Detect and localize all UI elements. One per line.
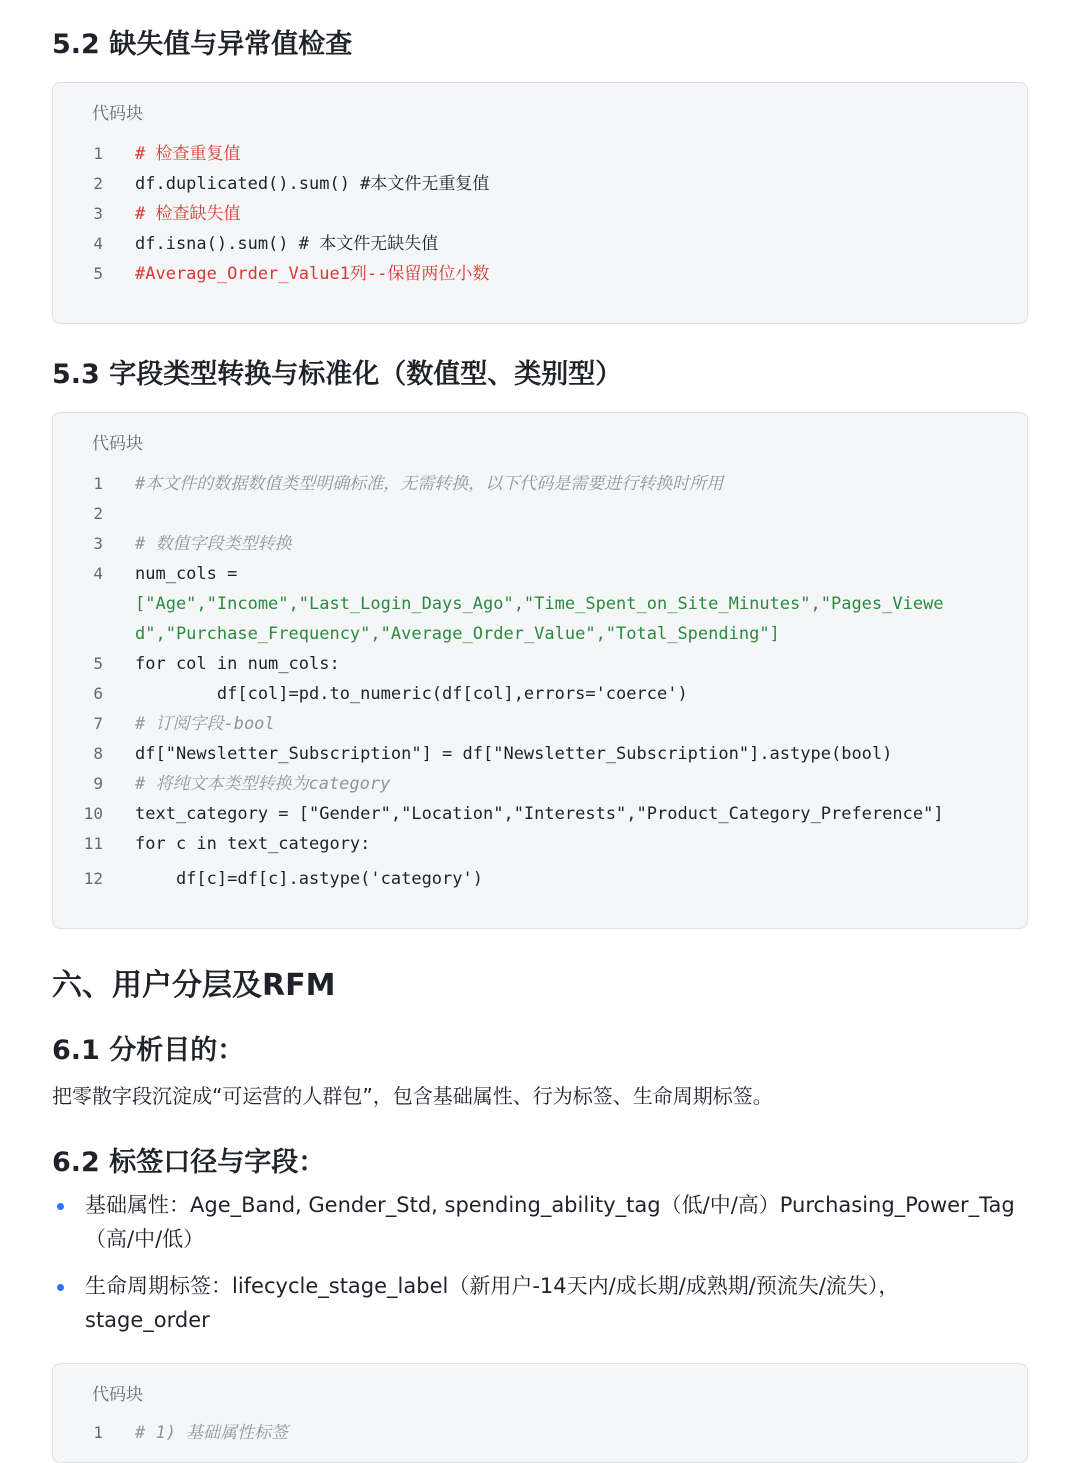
code-line: [53, 229, 1029, 259]
section-title-5-3: 5.3 字段类型转换与标准化（数值型、类别型）: [52, 359, 623, 390]
line-number: 10: [83, 804, 103, 823]
code-text: df[col]=pd.to_numeric(df[col],errors='coerce'): [135, 684, 688, 704]
code-block-5-2[interactable]: [52, 82, 1028, 324]
line-number: 9: [93, 774, 103, 793]
line-number: 1: [93, 474, 103, 493]
code-text: d","Purchase_Frequency","Average_Order_Value","Total_Spending"]: [135, 624, 780, 644]
code-line: [53, 559, 1029, 589]
code-text: #本文件的数据数值类型明确标准，无需转换，以下代码是需要进行转换时所用: [135, 474, 724, 494]
bullet-dot-icon: [57, 1284, 64, 1291]
code-block-label: 代码块: [92, 104, 143, 124]
code-line: [53, 259, 1029, 289]
line-number: 11: [83, 834, 103, 853]
code-line: [53, 469, 1029, 499]
section-title-6-2: 6.2 标签口径与字段：: [52, 1147, 326, 1178]
line-number: 7: [93, 714, 103, 733]
code-text: df.duplicated().sum() #本文件无重复值: [135, 174, 490, 194]
list-item: [52, 1188, 1032, 1256]
code-line: [53, 169, 1029, 199]
line-number: 1: [93, 144, 103, 163]
code-text: num_cols =: [135, 564, 238, 584]
section-6-1-body: 把零散字段沉淀成“可运营的人群包”，包含基础属性、行为标签、生命周期标签。: [52, 1084, 773, 1108]
code-line: [53, 619, 1029, 649]
line-number: 5: [93, 264, 103, 283]
code-text: for c in text_category:: [135, 834, 371, 854]
section-title-6-1: 6.1 分析目的：: [52, 1035, 245, 1066]
code-text: df.isna().sum() # 本文件无缺失值: [135, 234, 439, 254]
code-line: [53, 769, 1029, 799]
code-line: [53, 709, 1029, 739]
code-line: [53, 739, 1029, 769]
code-block-6-2[interactable]: [52, 1363, 1028, 1463]
line-number: 2: [93, 504, 103, 523]
code-text: ["Age","Income","Last_Login_Days_Ago","Time_Spent_on_Site_Minutes","Pages_Viewe: [135, 594, 944, 614]
code-line: [53, 529, 1029, 559]
tag-list: [52, 1188, 1032, 1350]
code-text: # 数值字段类型转换: [135, 534, 292, 554]
line-number: 3: [93, 534, 103, 553]
code-block-label: 代码块: [92, 434, 143, 454]
line-number: 4: [93, 234, 103, 253]
code-text: #Average_Order_Value1列--保留两位小数: [135, 264, 490, 284]
code-line: [53, 199, 1029, 229]
line-number: 5: [93, 654, 103, 673]
code-text: # 检查重复值: [135, 144, 241, 164]
code-block-5-3[interactable]: [52, 412, 1028, 929]
code-line: [53, 799, 1029, 829]
code-text: # 检查缺失值: [135, 204, 241, 224]
line-number: 4: [93, 564, 103, 583]
line-number: 2: [93, 174, 103, 193]
list-item-line-2: （高/中/低）: [85, 1227, 205, 1251]
code-line: [53, 589, 1029, 619]
code-line: [53, 829, 1029, 859]
chapter-title-6: 六、用户分层及RFM: [52, 968, 336, 1003]
list-item-line-1: 基础属性：Age_Band, Gender_Std, spending_ability_tag（低/中/高）Purchasing_Power_Tag: [85, 1193, 1015, 1217]
section-title-5-2: 5.2 缺失值与异常值检查: [52, 29, 353, 60]
line-number: 6: [93, 684, 103, 703]
line-number: 8: [93, 744, 103, 763]
code-text: # 订阅字段-bool: [135, 714, 275, 734]
line-number: 1: [93, 1423, 103, 1442]
code-line: [53, 1418, 1029, 1448]
code-block-label: 代码块: [92, 1385, 143, 1405]
list-item-line-2: stage_order: [85, 1308, 210, 1332]
bullet-dot-icon: [57, 1203, 64, 1210]
line-number: 3: [93, 204, 103, 223]
code-text: df[c]=df[c].astype('category'): [135, 869, 483, 889]
code-line: [53, 649, 1029, 679]
code-text: # 1) 基础属性标签: [135, 1423, 289, 1443]
code-line: [53, 679, 1029, 709]
code-line: [53, 864, 1029, 894]
code-text: for col in num_cols:: [135, 654, 340, 674]
line-number: 12: [83, 869, 103, 888]
code-text: df["Newsletter_Subscription"] = df["Newsletter_Subscription"].astype(bool): [135, 744, 893, 764]
list-item: [52, 1269, 1032, 1337]
code-text: # 将纯文本类型转换为category: [135, 774, 391, 794]
code-text: text_category = ["Gender","Location","Interests","Product_Category_Preference"]: [135, 804, 944, 824]
code-line: [53, 499, 1029, 529]
list-item-line-1: 生命周期标签：lifecycle_stage_label（新用户-14天内/成长期/成熟期/预流失/流失），: [85, 1274, 900, 1298]
code-line: [53, 139, 1029, 169]
